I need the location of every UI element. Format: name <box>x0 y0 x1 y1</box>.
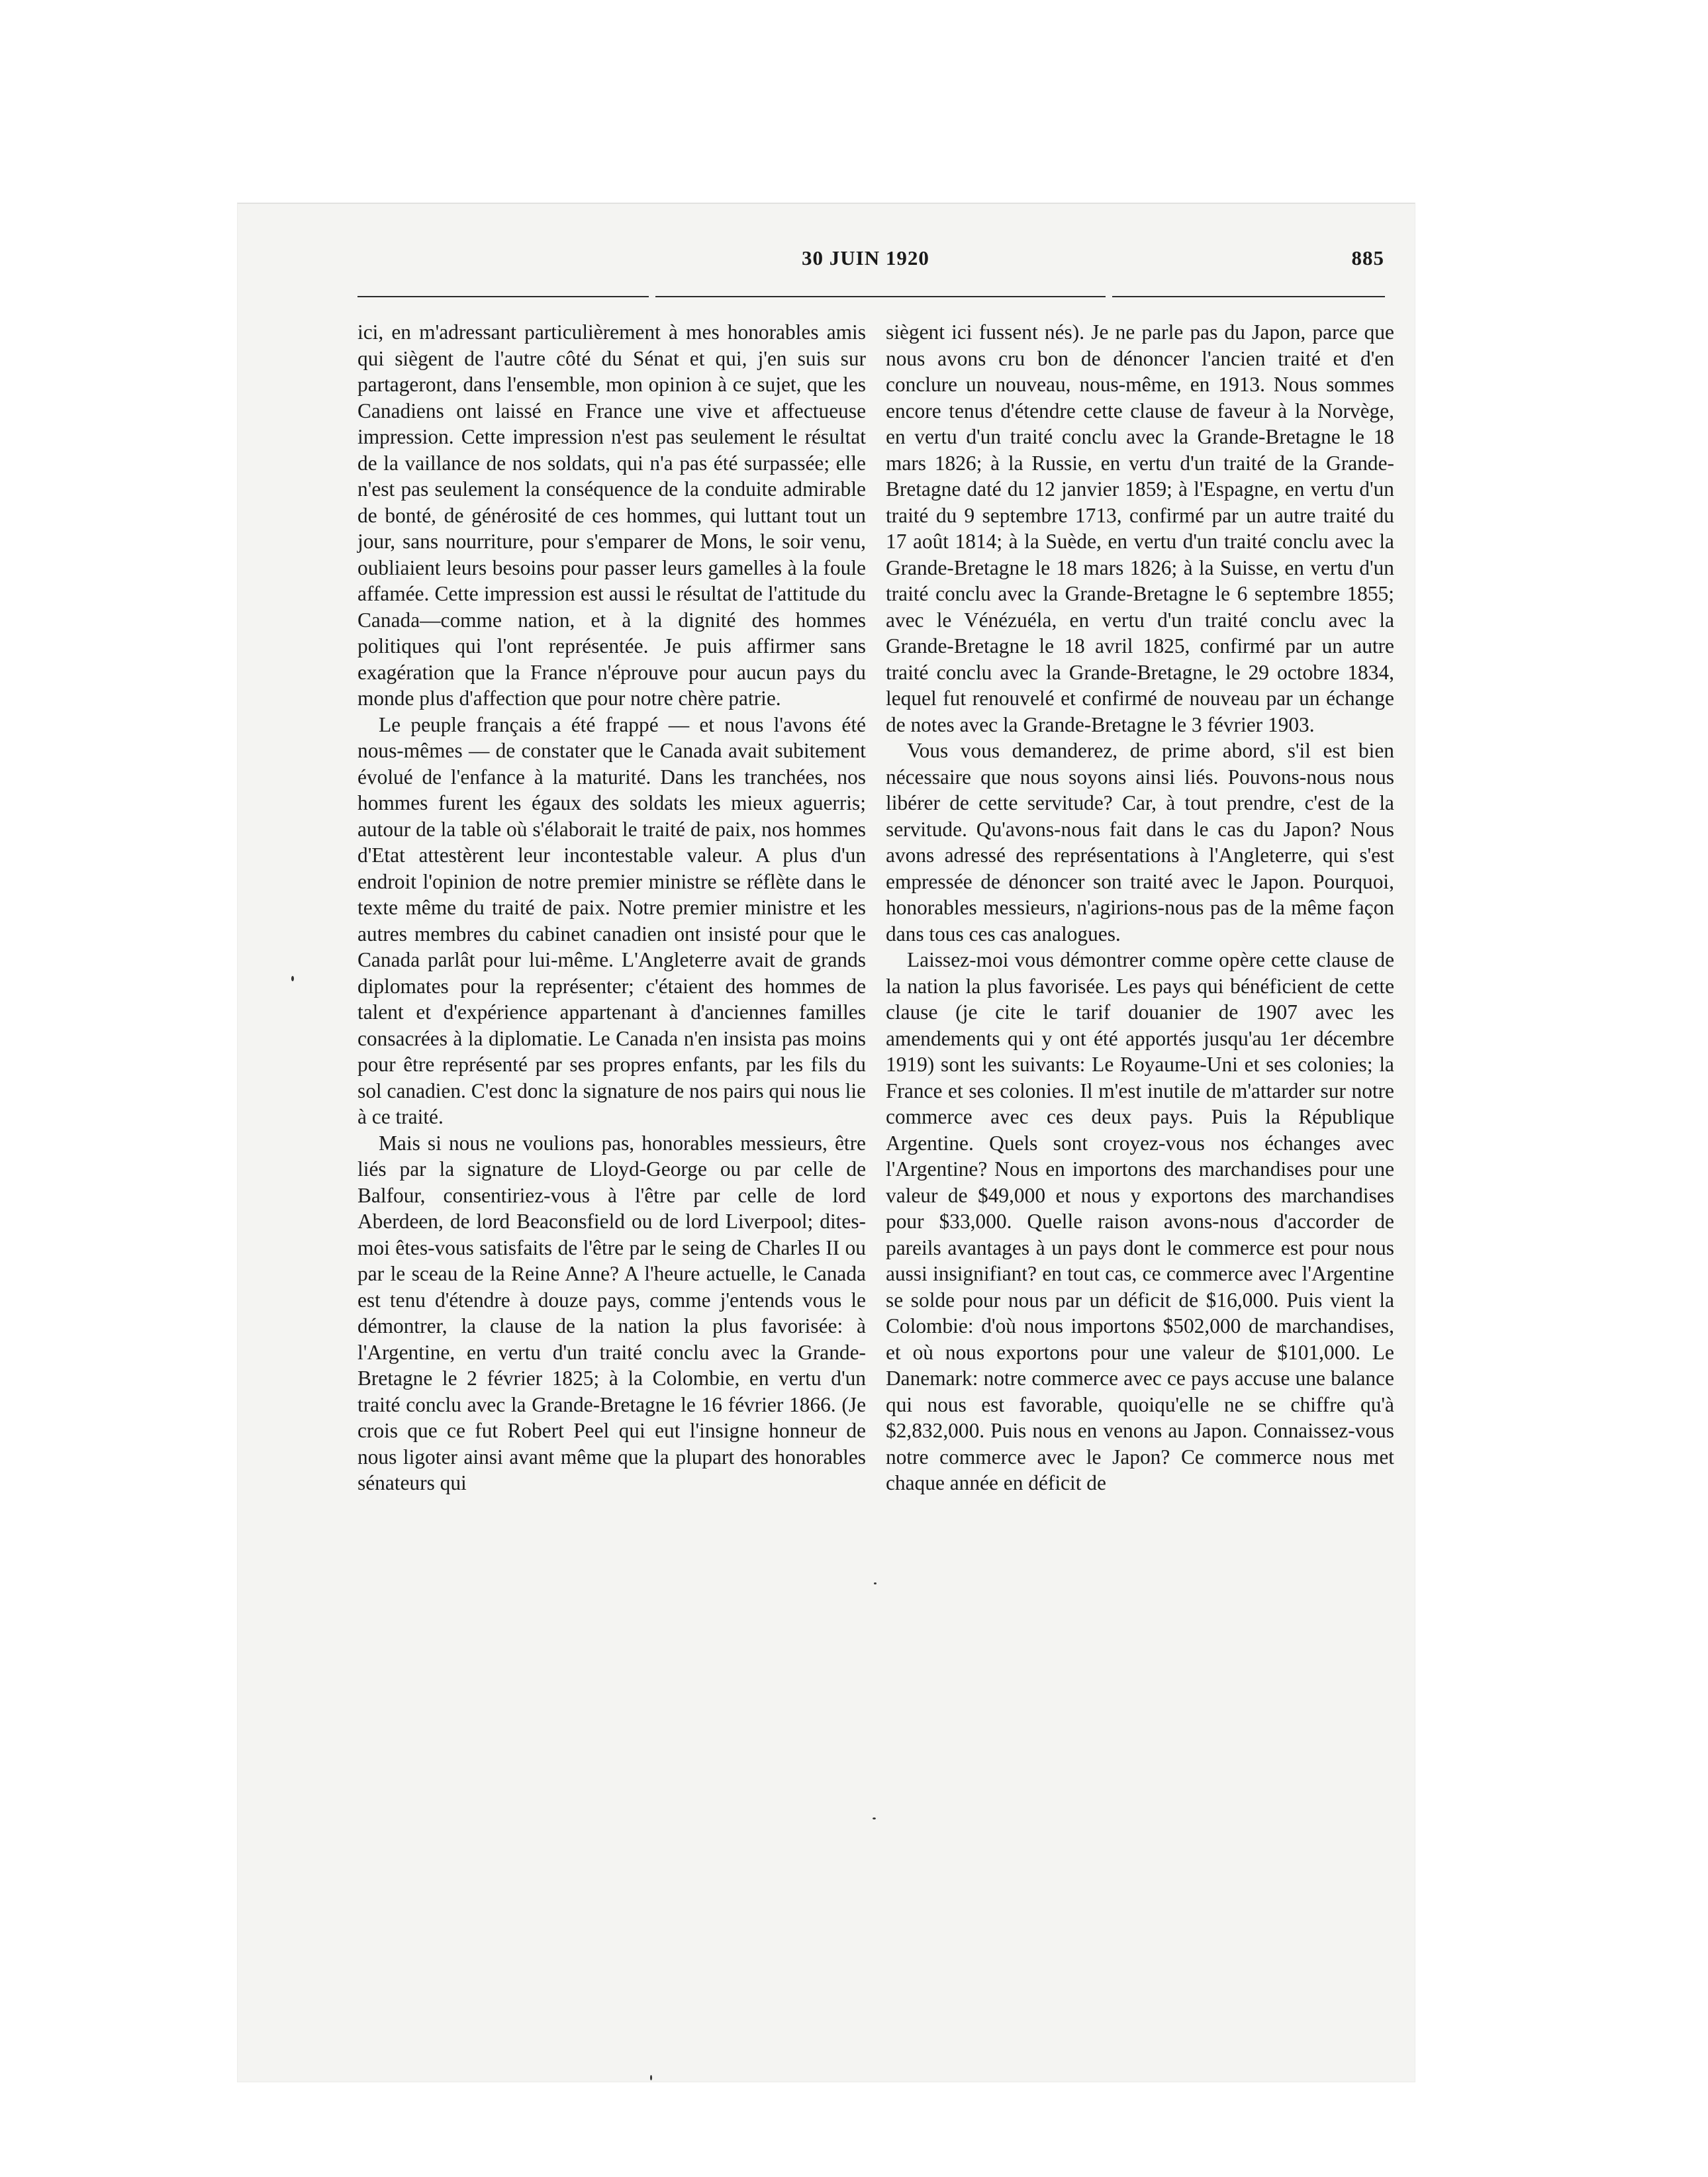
page-header <box>358 246 1384 279</box>
scan-speck <box>291 976 294 981</box>
paragraph: Laissez-moi vous démontrer comme opère cette clause de la nation la plus favorisée. Les pays qui bénéficient de cette clause (je cite le tarif douanier de 1907 avec les amendements qui y ont été apportés jusqu'au 1er décembre 1919) sont les suivants: Le Royaume-Uni et ses colonies; la France et ses colonies. Il m'est inutile de m'attarder sur notre commerce avec ces deux pays. Puis la République Argentine. Quels sont croyez-vous nos échanges avec l'Argentine? Nous en importons des marchandises pour une valeur de $49,000 et nous y exportons des marchandises pour $33,000. Quelle raison avons-nous d'accorder de pareils avantages à un pays dont le commerce est pour nous aussi insignifiant? en tout cas, ce commerce avec l'Argentine se solde pour nous par un déficit de $16,000. Puis vient la Colombie: d'où nous importons $502,000 de marchandises, et où nous exportons pour une valeur de $101,000. Le Danemark: notre commerce avec ce pays accuse une balance qui nous est favorable, quoiqu'elle ne se chiffre qu'à $2,832,000. Puis nous en venons au Japon. Connaissez-vous notre commerce avec le Japon? Ce commerce nous met chaque année en déficit de <box>886 948 1394 1494</box>
right-column <box>886 319 1394 1496</box>
header-rule-right <box>1112 296 1385 297</box>
paragraph: Mais si nous ne voulions pas, honorables messieurs, être liés par la signature de Lloyd-George ou par celle de Balfour, consentiriez-vous à l'être par celle de lord Aberdeen, de lord Beaconsfield ou de lord Liverpool; dites-moi êtes-vous satisfaits de l'être par le seing de Charles II ou par le sceau de la Reine Anne? A l'heure actuelle, le Canada est tenu d'étendre à douze pays, comme j'entends vous le démontrer, la clause de la nation la plus favorisée: à l'Argentine, en vertu d'un traité conclu avec la Grande-Bretagne le 2 février 1825; à la Colombie, en vertu d'un traité conclu avec la Grande-Bretagne le 16 février 1866. (Je crois que ce fut Robert Peel qui eut l'insigne honneur de nous ligoter ainsi avant même que la plupart des honorables sénateurs qui <box>357 1131 866 1494</box>
header-date: 30 JUIN 1920 <box>802 246 929 269</box>
header-rule-left <box>357 296 649 297</box>
scan-speck <box>874 1582 877 1584</box>
header-rule-middle <box>655 296 1106 297</box>
scan-speck <box>650 2075 652 2080</box>
paragraph: siègent ici fussent nés). Je ne parle pas du Japon, parce que nous avons cru bon de dénoncer l'ancien traité et d'en conclure un nouveau, nous-même, en 1913. Nous sommes encore tenus d'étendre cette clause de faveur à la Norvège, en vertu d'un traité conclu avec la Grande-Bretagne le 18 mars 1826; à la Russie, en vertu d'un traité de la Grande-Bretagne daté du 12 janvier 1859; à l'Espagne, en vertu d'un traité du 9 septembre 1713, confirmé par un autre traité du 17 août 1814; à la Suède, en vertu d'un traité conclu avec la Grande-Bretagne le 18 mars 1826; à la Suisse, en vertu d'un traité conclu avec la Grande-Bretagne le 6 septembre 1855; avec le Vénézuéla, en vertu d'un traité conclu avec la Grande-Bretagne le 18 avril 1825, confirmé par un autre traité conclu avec la Grande-Bretagne, le 29 octobre 1834, lequel fut renouvelé et confirmé de nouveau par un échange de notes avec la Grande-Bretagne le 3 février 1903. <box>886 320 1394 736</box>
left-column <box>357 319 866 1496</box>
paragraph: ici, en m'adressant particulièrement à mes honorables amis qui siègent de l'autre côté du Sénat et qui, j'en suis sur partageront, dans l'ensemble, mon opinion à ce sujet, que les Canadiens ont laissé en France une vive et affectueuse impression. Cette impression n'est pas seulement le résultat de la vaillance de nos soldats, qui n'a pas été surpassée; elle n'est pas seulement la conséquence de la conduite admirable de bonté, de générosité de ces hommes, qui luttant tout un jour, sans nourriture, pour s'emparer de Mons, le soir venu, oubliaient leurs besoins pour passer leurs gamelles à la foule affamée. Cette impression est aussi le résultat de l'attitude du Canada—comme nation, et à la dignité des hommes politiques qui l'ont représentée. Je puis affirmer sans exagération que la France n'éprouve pour aucun pays du monde plus d'affection que pour notre chère patrie. <box>357 320 866 710</box>
paragraph: Vous vous demanderez, de prime abord, s'il est bien nécessaire que nous soyons ainsi liés. Pouvons-nous nous libérer de cette servitude? Car, à tout prendre, c'est de la servitude. Qu'avons-nous fait dans le cas du Japon? Nous avons adressé des représentations à l'Angleterre, qui s'est empressée de dénoncer son traité avec le Japon. Pourquoi, honorables messieurs, n'agirions-nous pas de la même façon dans tous ces cas analogues. <box>886 739 1394 945</box>
paragraph: Le peuple français a été frappé — et nous l'avons été nous-mêmes — de constater que le Canada avait subitement évolué de l'enfance à la maturité. Dans les tranchées, nos hommes furent les égaux des soldats les mieux aguerris; autour de la table où s'élaborait le traité de paix, nos hommes d'Etat attestèrent leur incontestable valeur. A plus d'un endroit l'opinion de notre premier ministre se réflète dans le texte même du traité de paix. Notre premier ministre et les autres membres du cabinet canadien ont insisté pour que le Canada parlât pour lui-même. L'Angleterre avait de grands diplomates pour la représenter; c'étaient des hommes de talent et d'expérience appartenant à d'anciennes familles consacrées à la diplomatie. Le Canada n'en insista pas moins pour être représenté par ses propres enfants, par les fils du sol canadien. C'est donc la signature de nos pairs qui nous lie à ce traité. <box>357 712 866 1128</box>
scan-speck <box>873 1817 876 1819</box>
page-number: 885 <box>1351 246 1384 269</box>
